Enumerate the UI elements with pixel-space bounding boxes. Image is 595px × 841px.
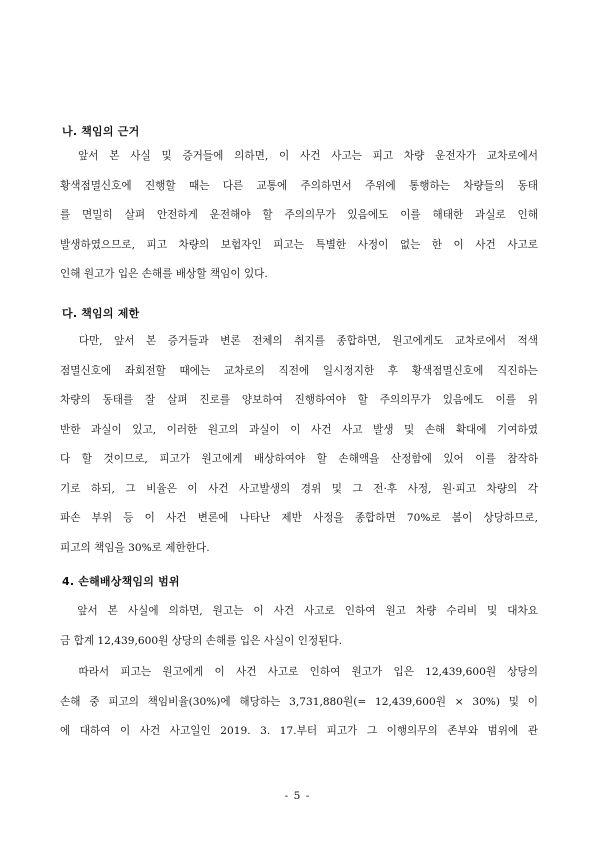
text-line: 앞서 본 사실에 의하면, 원고는 이 사건 사고로 인하여 원고 차량 수리비 및 대차요 [60,605,538,617]
text-line: 따라서 피고는 원고에게 이 사건 사고로 인하여 원고가 입은 12,439,600원 상당의 [60,666,538,678]
text-line: 반한 과실이 있고, 이러한 원고의 과실이 이 사건 사고 발생 및 손해 확대에 기여하였 [60,423,538,436]
paragraph-liability-limit [60,327,538,563]
text-line: 다만, 앞서 본 증거들과 변론 전체의 취지를 종합하면, 원고에게도 교차로에서 적색 [60,335,538,347]
text-line: 점멸신호에 좌회전할 때에는 교차로의 직전에 일시정지한 후 황색점멸신호에 직진하는 [60,364,538,377]
text-line: 기로 하되, 그 비율은 이 사건 사고발생의 경위 및 그 전·후 사정, 원·피고 차량의 각 [60,482,538,495]
paragraph-damages-facts [60,597,538,656]
text-line: 에 대하여 이 사건 사고일인 2019. 3. 17.부터 피고가 그 이행의무의 존부와 범위에 관 [60,725,538,737]
page-number: - 5 - [284,790,311,802]
text-line: 앞서 본 사실 및 증거들에 의하면, 이 사건 사고는 피고 차량 운전자가 교차로에서 [60,150,538,162]
text-line: 차량의 동태를 잘 살펴 진로를 양보하여 진행하여야 할 주의의무가 있음에도 이를 위 [60,394,538,406]
text-line: 금 합계 12,439,600원 상당의 손해를 입은 사실이 인정된다. [60,634,343,647]
section-heading-damages-scope: 4. 손해배상책임의 범위 [62,575,180,588]
text-line: 발생하였으므로, 피고 차량의 보험자인 피고는 특별한 사정이 없는 한 이 사건 사고로 [60,238,538,251]
section-heading-liability-limit: 다. 책임의 제한 [62,307,140,320]
section-heading-liability-basis: 나. 책임의 근거 [62,125,140,138]
text-line: 황색점멸신호에 진행할 때는 다른 교통에 주의하면서 주위에 통행하는 차량들의 동태 [60,179,538,192]
paragraph-liability-basis [60,142,538,290]
text-line: 를 면밀히 살펴 안전하게 운전해야 할 주의의무가 있음에도 이를 해태한 과실로 인해 [60,209,538,221]
text-line: 인해 원고가 입은 손해를 배상할 책임이 있다. [60,268,268,280]
text-line: 파손 부위 등 이 사건 변론에 나타난 제반 사정을 종합하면 70%로 봄이 상당하므로, [60,512,538,524]
text-line: 손해 중 피고의 책임비율(30%)에 해당하는 3,731,880원(= 12,439,600원 × 30%) 및 이 [60,695,538,708]
paragraph-damages-calculation [60,658,538,747]
text-line: 피고의 책임을 30%로 제한한다. [60,541,210,554]
text-line: 다 할 것이므로, 피고가 원고에게 배상하여야 할 손해액을 산정함에 있어 이를 참작하 [60,453,538,465]
